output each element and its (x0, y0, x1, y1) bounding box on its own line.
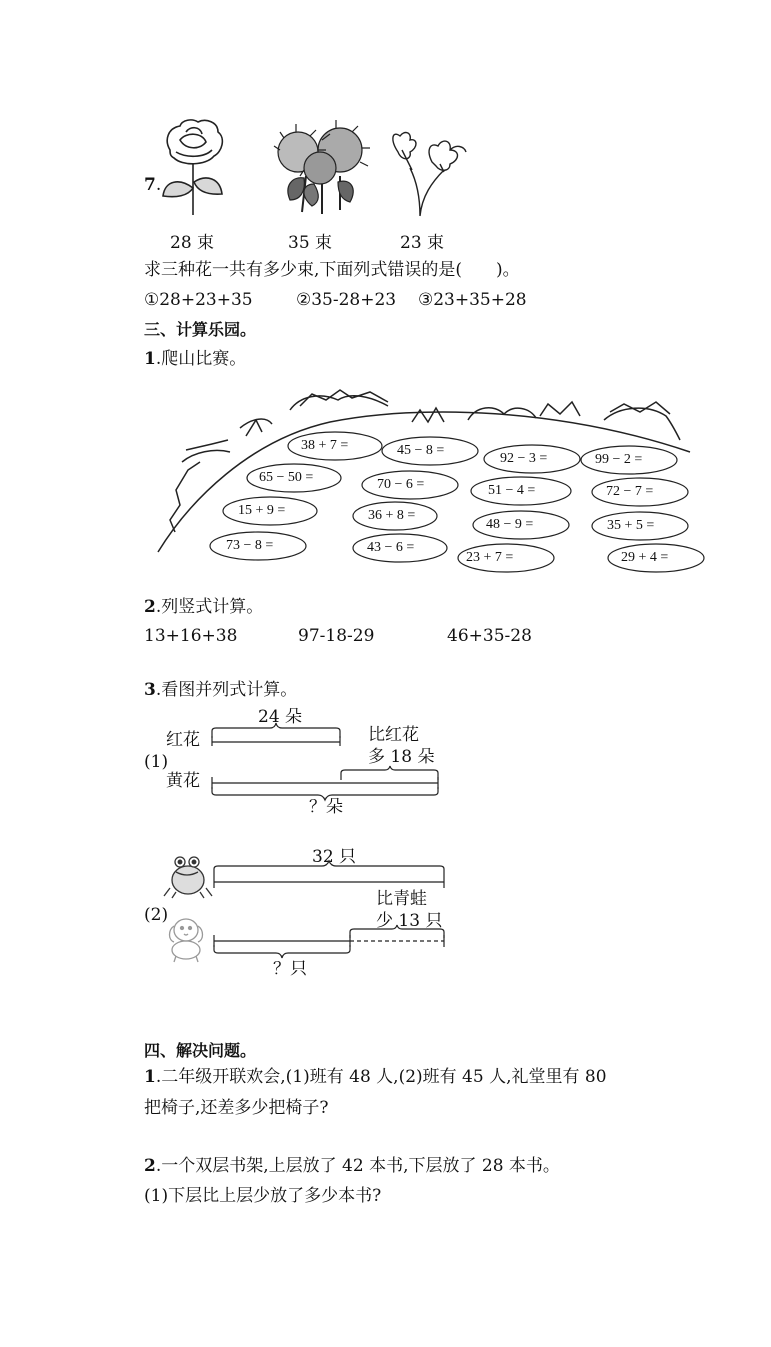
chrysanthemum-count: 35 束 (288, 233, 333, 253)
calc-item-1: 13+16+38 (144, 626, 238, 646)
diagram-2-label: (2) (144, 905, 169, 925)
rose-count: 28 束 (170, 233, 215, 253)
expression-12: 35 + 5 = (607, 518, 655, 533)
diagram-1-label: (1) (144, 752, 169, 772)
calc-item-2: 97-18-29 (298, 626, 375, 646)
lily-count: 23 束 (400, 233, 445, 253)
expression-13: 73 − 8 = (226, 538, 274, 553)
expression-3: 92 − 3 = (500, 451, 548, 466)
option-3: ③23+35+28 (418, 290, 527, 310)
option-1: ①28+23+35 (144, 290, 253, 310)
diagram-1-red-label: 红花 (166, 730, 200, 750)
diagram-2-note-line2: 少 13 只 (376, 911, 443, 931)
question-7-text: 求三种花一共有多少束,下面列式错误的是( )。 (144, 260, 520, 280)
diagram-1-note-line2: 多 18 朵 (368, 747, 435, 767)
section-4-q2-line1: 2.一个双层书架,上层放了 42 本书,下层放了 28 本书。 (144, 1156, 560, 1176)
section-3-q3: 3.看图并列式计算。 (144, 680, 298, 700)
section-4-q1-line2: 把椅子,还差多少把椅子? (144, 1098, 329, 1118)
section-3-q2: 2.列竖式计算。 (144, 597, 264, 617)
expression-15: 23 + 7 = (466, 550, 514, 565)
diagram-2-count-top: 32 只 (312, 847, 357, 867)
section-4-q1-line1: 1.二年级开联欢会,(1)班有 48 人,(2)班有 45 人,礼堂里有 80 (144, 1067, 607, 1087)
expression-8: 72 − 7 = (606, 484, 654, 499)
section-4-title: 四、解决问题。 (144, 1041, 257, 1060)
diagram-1-yellow-label: 黄花 (166, 771, 200, 791)
expression-1: 38 + 7 = (301, 438, 349, 453)
expression-9: 15 + 9 = (238, 503, 286, 518)
expression-11: 48 − 9 = (486, 517, 534, 532)
expression-14: 43 − 6 = (367, 540, 415, 555)
diagram-1-note-line1: 比红花 (368, 725, 419, 745)
diagram-2-question: ？只 (273, 959, 307, 979)
diagram-1-question: ？朵 (309, 797, 343, 817)
dog-icon (170, 919, 203, 962)
frog-icon (164, 857, 212, 898)
expression-5: 65 − 50 = (259, 470, 314, 485)
section-3-title: 三、计算乐园。 (144, 320, 257, 339)
expression-16: 29 + 4 = (621, 550, 669, 565)
section-4-q2-line2: (1)下层比上层少放了多少本书? (144, 1186, 382, 1206)
question-7-number: 7. (144, 175, 162, 195)
diagram-2-note-line1: 比青蛙 (376, 889, 427, 909)
expression-10: 36 + 8 = (368, 508, 416, 523)
expression-7: 51 − 4 = (488, 483, 536, 498)
diagram-1-count-top: 24 朵 (258, 707, 303, 727)
expression-2: 45 − 8 = (397, 443, 445, 458)
option-2: ②35-28+23 (296, 290, 397, 310)
expression-6: 70 − 6 = (377, 477, 425, 492)
section-3-q1: 1.爬山比赛。 (144, 349, 247, 369)
expression-4: 99 − 2 = (595, 452, 643, 467)
calc-item-3: 46+35-28 (447, 626, 532, 646)
